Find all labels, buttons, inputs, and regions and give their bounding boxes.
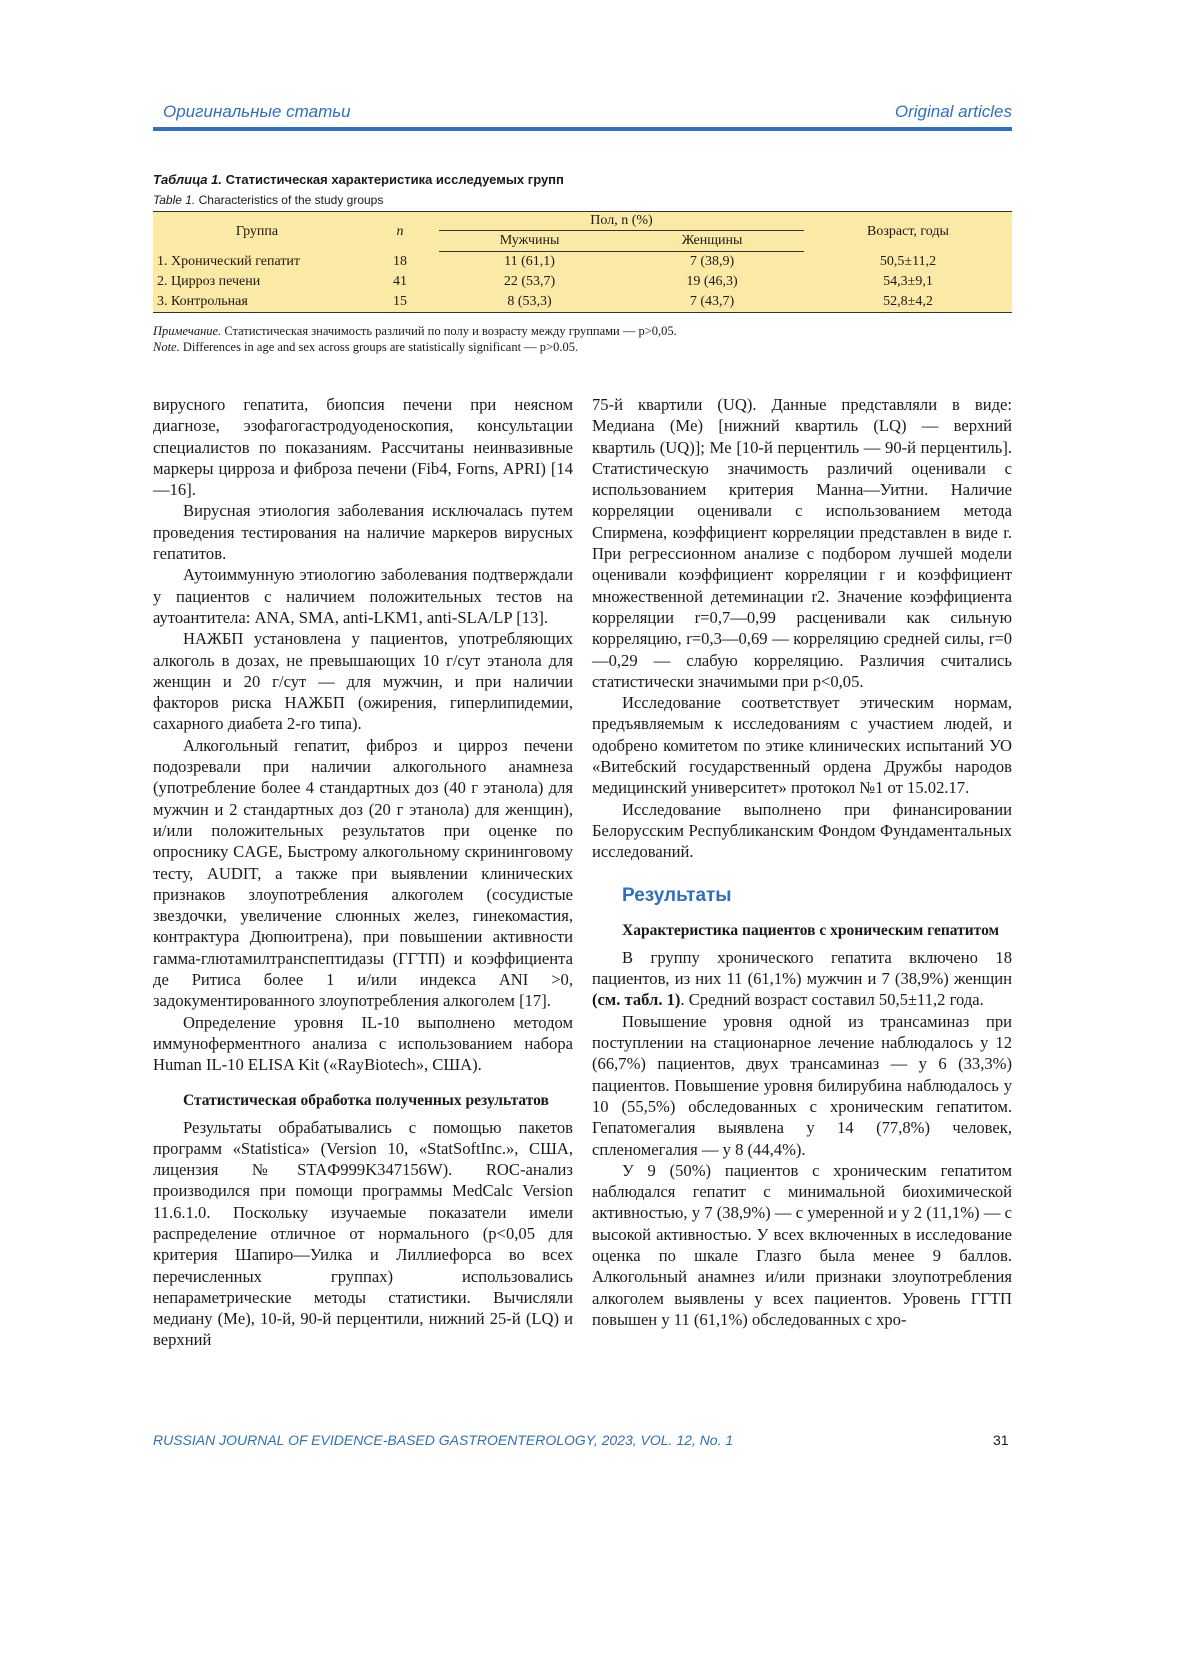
table-note-ru [153, 324, 677, 339]
cell-men: 8 (53,3) [507, 294, 552, 309]
left-column [153, 394, 573, 1351]
header-men: Мужчины [439, 231, 620, 252]
cell-women: 19 (46,3) [686, 274, 738, 289]
running-header-left: Оригинальные статьи [163, 102, 351, 121]
paragraph: Повышение уровня одной из трансаминаз при поступлении на стационарное лечение наблюдалось у 12 (66,7%) пациентов, двух трансаминаз — у 6 (33,3%) пациентов. Повышение уровня билирубина наблюдалось у 10 (55,5%) обследованных с хроническим гепатитом. Гепатомегалия выявлена у 14 (77,8%) человек, спленомегалия — у 8 (44,4%). [592, 1011, 1012, 1159]
text: . Средний возраст составил 50,5±11,2 года. [680, 990, 984, 1010]
table-caption-ru [153, 172, 564, 187]
text: В группу хронического гепатита включено 18 пациентов, из них 11 (61,1%) мужчин и 7 (38,9%) женщин [592, 947, 1012, 989]
paragraph: У 9 (50%) пациентов с хроническим гепатитом наблюдался гепатит с минимальной биохимической активностью, у 7 (38,9%) — с умеренной и у 2 (11,1%) — с высокой активностью. У всех включенных в исследование оценка по шкале Глазго была менее 9 баллов. Алкогольный анамнез и/или признаки злоупотребления алкоголем выявлены у всех пациентов. Уровень ГГТП повышен у 11 (61,1%) обследованных с хро- [592, 1160, 1012, 1329]
cell-men: 11 (61,1) [504, 254, 555, 269]
caption-label: Таблица 1. [153, 172, 222, 187]
paragraph: вирусного гепатита, биопсия печени при неясном диагнозе, эзофагогастродуоденоскопия, консультации специалистов по показаниям. Рассчитаны неинвазивные маркеры цирроза и фиброза печени (Fib4, Forns, APRI) [14—16]. [153, 395, 573, 500]
header-age: Возраст, годы [867, 223, 949, 239]
cell-n: 18 [393, 253, 407, 269]
table-row [153, 292, 1012, 313]
cell-group: 1. Хронический гепатит [157, 253, 301, 269]
header-women: Женщины [620, 231, 804, 252]
table-note-en [153, 340, 578, 355]
paragraph: Исследование выполнено при финансировании Белорусским Республиканским Фондом Фундаментальных исследований. [592, 799, 1012, 862]
note-text: Differences in age and sex across groups are statistically significant — p>0.05. [179, 340, 579, 354]
cell-n: 41 [393, 274, 407, 289]
caption-text: Characteristics of the study groups [195, 193, 384, 207]
subsection-heading: Характеристика пациентов с хроническим гепатитом [622, 921, 1000, 939]
paragraph: Исследование соответствует этическим нормам, предъявляемым к исследованиям с участием людей, и одобрено комитетом по этике клинических испытаний УО «Витебский государственный ордена Дружбы народов медицинский университет» протокол №1 от 15.02.17. [592, 693, 1012, 798]
header-n: n [396, 223, 404, 239]
cell-women: 7 (38,9) [689, 254, 735, 269]
note-text: Статистическая значимость различий по полу и возрасту между группами — p>0,05. [221, 324, 677, 338]
cell-age: 54,3±9,1 [883, 274, 933, 289]
right-column [592, 394, 1012, 1330]
paragraph: 75-й квартили (UQ). Данные представляли в виде: Медиана (Me) [нижний квартиль (LQ) — верхний квартиль (UQ)]; Me [10-й перцентиль — 90-й перцентиль]. Статистическую значимость различий оценивали с использованием критерия Манна—Уитни. Наличие корреляции оценивали с использованием метода Спирмена, коэффициент корреляции представлен в виде r. При регрессионном анализе с подбором лучшей модели оценивали коэффициент корреляции r и коэффициент множественной детеминации r2. Значение коэффициента корреляции r=0,7—0,99 расценивали как сильную корреляцию, r=0,3—0,69 — корреляцию средней силы, r=0—0,29 — слабую корреляцию. Различия считались статистически значимыми при p<0,05. [592, 395, 1012, 691]
cell-group: 3. Контрольная [157, 294, 248, 309]
running-header-right: Original articles [894, 102, 1012, 121]
page-number: 31 [993, 1432, 1009, 1448]
characteristics-table [153, 211, 1012, 313]
cell-age: 50,5±11,2 [879, 253, 937, 269]
table-row [153, 252, 1012, 273]
paragraph: Результаты обрабатывались с помощью пакетов программ «Statistica» (Version 10, «StatSoftInc.», США, лицензия №STAФ999K347156W). ROC-анализ производился при помощи программы MedCalc Version 11.6.1.0. Поскольку изучаемые показатели имели распределение отличное от нормального (p<0,05 для критерия Шапиро—Уилка и Лиллиефорса во всех перечисленных группах) использовались непараметрические методы статистики. Вычисляли медиану (Me), 10-й, 90-й перцентили, нижний 25-й (LQ) и верхний [153, 1117, 573, 1350]
cell-age: 52,8±4,2 [883, 294, 933, 309]
cell-women: 7 (43,7) [689, 294, 735, 309]
note-label: Note. [153, 340, 180, 354]
caption-text: Статистическая характеристика исследуемых групп [222, 172, 564, 187]
journal-footer: RUSSIAN JOURNAL OF EVIDENCE-BASED GASTROENTEROLOGY, 2023, VOL. 12, No. 1 [153, 1432, 734, 1448]
caption-label: Table 1. [153, 193, 196, 207]
header-sex: Пол, n (%) [590, 213, 653, 228]
paragraph: НАЖБП установлена у пациентов, употребляющих алкоголь в дозах, не превышающих 10 г/сут этанола для женщин и 20 г/сут — для мужчин, и при наличии факторов риска НАЖБП (ожирения, гиперлипидемии, сахарного диабета 2-го типа). [153, 629, 573, 734]
cell-men: 22 (53,7) [503, 274, 556, 289]
paragraph: Алкогольный гепатит, фиброз и цирроз печени подозревали при наличии алкогольного анамнеза (употребление более 4 стандартных доз (40 г этанола) для мужчин и 2 стандартных доз (20 г этанола) для женщин), и/или положительных результатов при оценке по опроснику CAGE, Быстрому алкогольному скрининговому тесту, AUDIT, а также при выявлении клинических признаков злоупотребления алкоголем (сосудистые звездочки, увеличение слюнных желез, гинекомастия, контрактура Дюпюитрена), при повышении активности гамма-глютамилтранспептидазы (ГГТП) и коэффициента де Ритиса более 1 и/или индекса ANI >0, задокументированного злоупотребления алкоголем [17]. [153, 735, 573, 1011]
header-rule [153, 127, 1012, 131]
paragraph [592, 947, 1012, 1011]
table-caption-en [153, 193, 383, 207]
table-reference: (см. табл. 1) [592, 990, 681, 1010]
cell-group: 2. Цирроз печени [157, 274, 261, 289]
paragraph: Аутоиммунную этиологию заболевания подтверждали у пациентов с наличием положительных тестов на аутоантитела: ANA, SMA, anti-LKM1, anti-SLA/LP [13]. [153, 565, 573, 627]
cell-n: 15 [393, 294, 407, 309]
paragraph: Вирусная этиология заболевания исключалась путем проведения тестирования на наличие маркеров вирусных гепатитов. [153, 501, 573, 564]
paragraph: Определение уровня IL-10 выполнено методом иммуноферментного анализа с использованием набора Human IL-10 ELISA Kit («RayBiotech», США). [153, 1012, 573, 1075]
section-heading: Статистическая обработка полученных результатов [183, 1091, 549, 1109]
note-label: Примечание. [153, 324, 222, 338]
table-row [153, 272, 1012, 292]
results-heading: Результаты [622, 884, 732, 906]
header-group: Группа [235, 223, 279, 239]
